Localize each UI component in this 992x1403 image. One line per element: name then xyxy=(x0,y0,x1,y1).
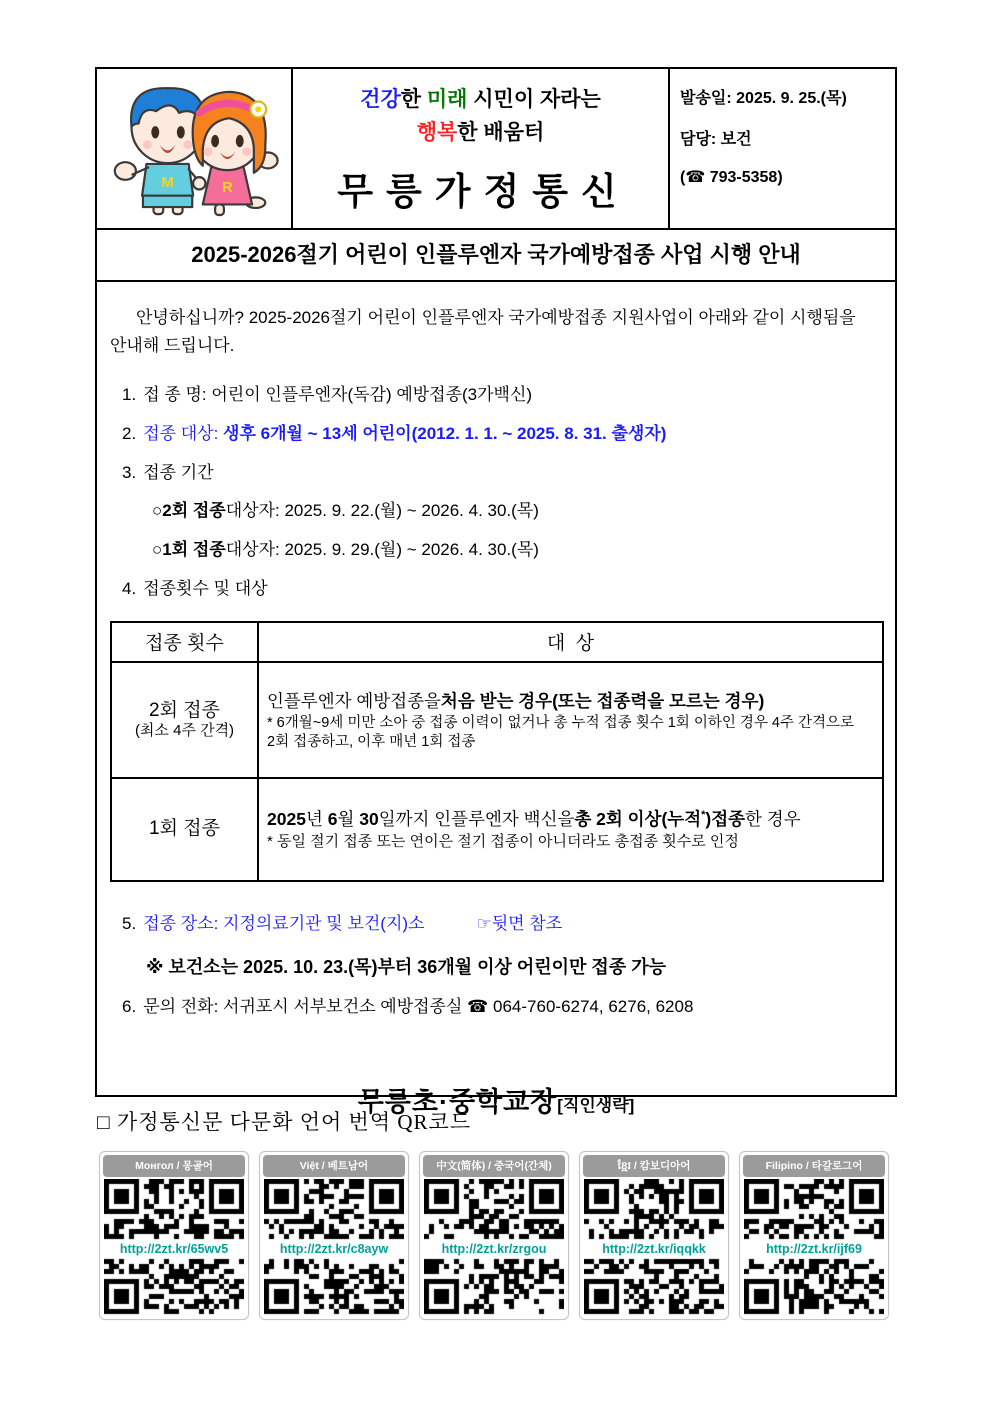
header-info-box xyxy=(670,69,895,228)
seg: 일까지 인플루엔자 백신을 xyxy=(378,809,575,830)
dose-interval: (최소 4주 간격) xyxy=(134,722,235,740)
item-text: 문의 전화: 서귀포시 서부보건소 예방접종실 ☎ 064-760-6274, 6276, 6208 xyxy=(143,996,694,1016)
header-row xyxy=(97,69,895,228)
slogan-word-happy: 행복 xyxy=(416,121,458,144)
slogan-text: 한 xyxy=(400,88,427,111)
sub-item-bold: 1회 접종 xyxy=(162,540,226,560)
qr-tile-mongolian xyxy=(99,1151,249,1320)
seg: 한 경우 xyxy=(745,809,801,830)
item-number: 3. xyxy=(122,462,137,482)
item-text: 접종횟수 및 대상 xyxy=(143,579,268,599)
list-item-2 xyxy=(122,422,882,446)
table-row xyxy=(111,662,883,778)
qr-code xyxy=(743,1179,885,1319)
target-lead: 인플루엔자 예방접종을 xyxy=(267,690,441,711)
qr-tile-vietnamese xyxy=(259,1151,409,1320)
send-date: 발송일: 2025. 9. 25.(목) xyxy=(680,90,847,107)
qr-tile-chinese xyxy=(419,1151,569,1320)
dose-count: 2회 접종 xyxy=(149,699,220,721)
seg: 월 xyxy=(337,809,360,830)
qr-url: http://2zt.kr/ijf69 xyxy=(743,1240,885,1258)
list-item-4 xyxy=(122,577,882,601)
school-slogan-line2 xyxy=(293,116,668,149)
qr-language-label: Filipino / 타갈로그어 xyxy=(743,1155,885,1177)
notice-body xyxy=(97,280,895,1118)
list-item-1 xyxy=(122,383,882,407)
table-row xyxy=(111,778,883,881)
item-number: 6. xyxy=(122,996,137,1016)
slogan-word-future: 미래 xyxy=(426,88,468,111)
newsletter-title: 무릉가정통신 xyxy=(337,171,630,212)
target-description xyxy=(267,807,876,832)
slogan-text: 시민이 자라는 xyxy=(467,88,601,111)
sub-item-text: 대상자: 2025. 9. 22.(월) ~ 2026. 4. 30.(목) xyxy=(225,501,539,521)
health-center-note: ※ 보건소는 2025. 10. 23.(목)부터 36개월 이상 어린이만 접종 가능 xyxy=(146,956,666,977)
svg-text:M: M xyxy=(161,173,174,191)
notice-title: 2025-2026절기 어린이 인플루엔자 국가예방접종 사업 시행 안내 xyxy=(97,228,895,280)
sub-item-1dose xyxy=(152,538,882,562)
qr-tile-filipino xyxy=(739,1151,889,1320)
svg-text:R: R xyxy=(222,178,233,196)
item-label: 접종 장소: 지정의료기관 및 보건(지)소 xyxy=(143,913,425,933)
dose-count-cell xyxy=(111,662,258,778)
dose-count: 1회 접종 xyxy=(149,818,220,840)
bullet: ○ xyxy=(152,501,163,521)
qr-code xyxy=(263,1179,405,1319)
mascot-kids-illustration xyxy=(106,74,282,224)
seg: 총 2회 이상(누적 xyxy=(574,809,702,830)
greeting-paragraph: 안녕하십니까? 2025-2026절기 어린이 인플루엔자 국가예방접종 지원사업이 아래와 같이 시행됨을 안내해 드립니다. xyxy=(110,308,856,355)
seg: 30 xyxy=(359,809,379,830)
phone-number: (☎ 793-5358) xyxy=(680,169,783,186)
item-text: 접 종 명: 어린이 인플루엔자(독감) 예방접종(3가백신) xyxy=(143,385,533,405)
target-note: * 동일 절기 접종 또는 연이은 절기 접종이 아니더라도 총접종 횟수로 인정 xyxy=(267,832,739,850)
qr-section-title: □ 가정통신문 다문화 언어 번역 QR코드 xyxy=(97,1110,472,1134)
target-note: * 6개월~9세 미만 소아 중 접종 이력이 없거나 총 누적 접종 횟수 1회 이하인 경우 4주 간격으로 2회 접종하고, 이후 매년 1회 접종 xyxy=(267,715,855,750)
column-header-target: 대 상 xyxy=(258,622,883,662)
qr-tile-khmer xyxy=(579,1151,729,1320)
qr-url: http://2zt.kr/c8ayw xyxy=(263,1240,405,1258)
principal-name: 무릉초·중학교장 xyxy=(357,1087,558,1118)
list-item-5 xyxy=(122,912,882,936)
item-number: 2. xyxy=(122,423,137,443)
seg: 년 xyxy=(305,809,328,830)
qr-code-row xyxy=(99,1151,889,1320)
sub-item-bold: 2회 접종 xyxy=(162,501,226,521)
seg: 2025 xyxy=(267,809,306,830)
asterisk-superscript: * xyxy=(701,809,706,822)
sub-item-2dose xyxy=(152,499,882,523)
item-label: 접종 대상: xyxy=(143,423,224,443)
qr-language-label: Việt / 베트남어 xyxy=(263,1155,405,1177)
item-number: 5. xyxy=(122,913,137,933)
column-header-count: 접종 횟수 xyxy=(111,622,258,662)
table-header-row xyxy=(111,622,883,662)
target-bold: 처음 받는 경우(또는 접종력을 모르는 경우) xyxy=(440,690,765,711)
dose-target-cell xyxy=(258,662,883,778)
qr-language-label: 中文(简体) / 중국어(간체) xyxy=(423,1155,565,1177)
slogan-text: 한 배움터 xyxy=(457,121,545,144)
dose-count-cell xyxy=(111,778,258,881)
item-number: 4. xyxy=(122,579,137,599)
slogan-word-health: 건강 xyxy=(360,88,401,111)
qr-url: http://2zt.kr/iqqkk xyxy=(583,1240,725,1258)
school-mascot-logo xyxy=(97,69,293,228)
qr-language-label: Монгол / 몽골어 xyxy=(103,1155,245,1177)
seg: )접종 xyxy=(705,809,746,830)
qr-code xyxy=(423,1179,565,1319)
item-text: 접종 기간 xyxy=(143,462,214,482)
qr-code xyxy=(103,1179,245,1319)
header-center xyxy=(293,69,670,228)
vaccination-table xyxy=(110,621,884,882)
qr-url: http://2zt.kr/65wv5 xyxy=(103,1240,245,1258)
list-item-6 xyxy=(122,995,882,1019)
back-page-reference: ☞뒷면 참조 xyxy=(476,913,563,933)
department: 담당: 보건 xyxy=(680,131,752,148)
qr-code xyxy=(583,1179,725,1319)
sub-item-text: 대상자: 2025. 9. 29.(월) ~ 2026. 4. 30.(목) xyxy=(225,540,539,560)
list-item-3 xyxy=(122,461,882,485)
item-value: 생후 6개월 ~ 13세 어린이(2012. 1. 1. ~ 2025. 8. 31. 출생자) xyxy=(223,423,667,443)
qr-language-label: ខ្មែរ / 캄보디아어 xyxy=(583,1155,725,1177)
seg: 6 xyxy=(327,809,338,830)
school-slogan-line1 xyxy=(293,83,668,116)
target-description xyxy=(267,689,876,714)
bullet: ○ xyxy=(152,540,163,560)
qr-url: http://2zt.kr/zrgou xyxy=(423,1240,565,1258)
stamp-omitted-note: [직인생략] xyxy=(557,1096,635,1116)
newsletter-frame xyxy=(95,67,897,1118)
dose-target-cell xyxy=(258,778,883,881)
item-number: 1. xyxy=(122,385,137,405)
